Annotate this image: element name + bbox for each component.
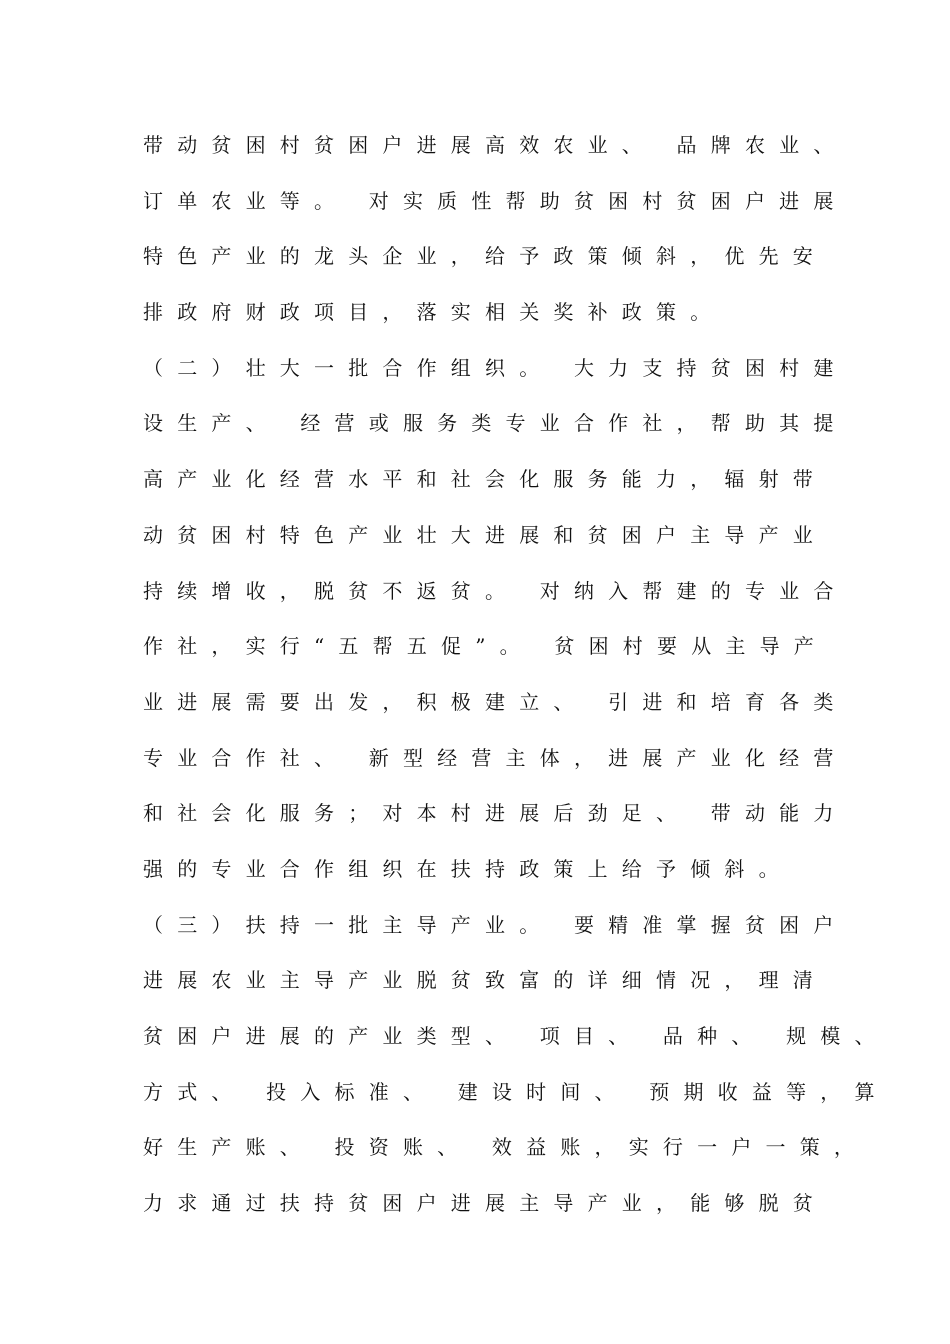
text-line-6: 设生产、 经营或服务类专业合作社，帮助其提 xyxy=(143,411,848,436)
text-line-18: 方式、 投入标准、 建设时间、 预期收益等，算 xyxy=(143,1079,889,1104)
text-line-13: 和社会化服务；对本村进展后劲足、 带动能力 xyxy=(143,801,848,826)
text-line-16: 进展农业主导产业脱贫致富的详细情况，理清 xyxy=(143,968,827,993)
text-line-11: 业进展需要出发，积极建立、 引进和培育各类 xyxy=(143,689,848,714)
text-line-19: 好生产账、 投资账、 效益账，实行一户一策， xyxy=(143,1135,869,1160)
text-line-20: 力求通过扶持贫困户进展主导产业，能够脱贫 xyxy=(143,1191,827,1216)
text-line-8: 动贫困村特色产业壮大进展和贫困户主导产业 xyxy=(143,522,827,547)
text-line-4: 排政府财政项目，落实相关奖补政策。 xyxy=(143,300,725,325)
text-line-14: 强的专业合作组织在扶持政策上给予倾斜。 xyxy=(143,856,793,881)
text-line-9: 持续增收，脱贫不返贫。 对纳入帮建的专业合 xyxy=(143,578,848,603)
text-line-10: 作社，实行“五帮五促”。 贫困村要从主导产 xyxy=(143,634,829,659)
text-line-17: 贫困户进展的产业类型、 项目、 品种、 规模、 xyxy=(143,1024,889,1048)
text-line-15: （三）扶持一批主导产业。 要精准掌握贫困户 xyxy=(143,912,848,937)
text-line-12: 专业合作社、 新型经营主体，进展产业化经营 xyxy=(143,745,848,770)
text-line-1: 带动贫困村贫困户进展高效农业、 品牌农业、 xyxy=(143,133,848,157)
text-line-2: 订单农业等。 对实质性帮助贫困村贫困户进展 xyxy=(143,188,848,213)
body-text xyxy=(143,126,889,1240)
text-line-3: 特色产业的龙头企业，给予政策倾斜，优先安 xyxy=(143,244,827,269)
text-line-5: （二）壮大一批合作组织。 大力支持贫困村建 xyxy=(143,355,848,380)
text-line-7: 高产业化经营水平和社会化服务能力，辐射带 xyxy=(143,467,827,492)
